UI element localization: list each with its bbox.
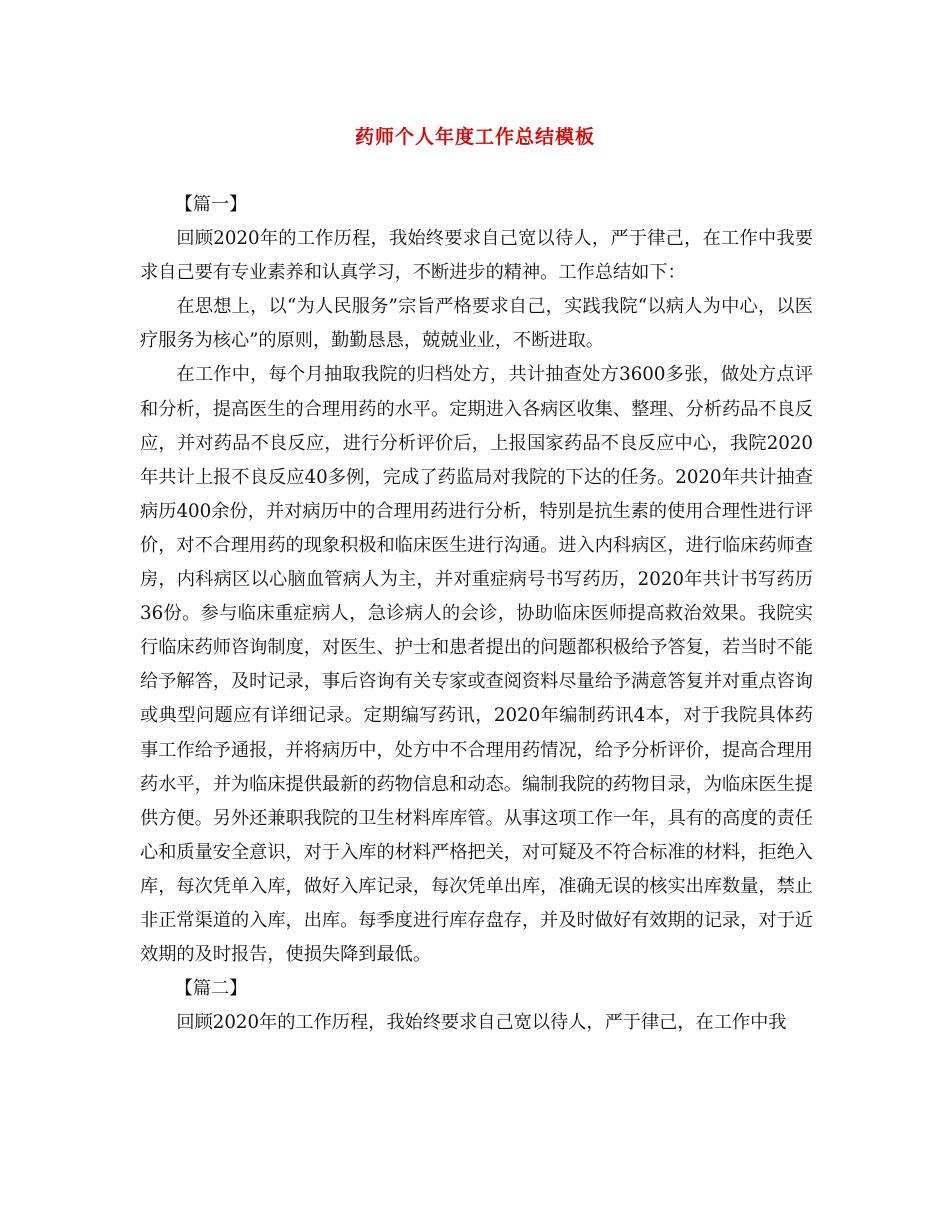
document-body <box>140 188 813 1040</box>
paragraph: 在工作中，每个月抽取我院的归档处方，共计抽查处方3600多张，做处方点评和分析，提高医生的合理用药的水平。定期进入各病区收集、整理、分析药品不良反应，并对药品不良反应，进行分析评价后，上报国家药品不良反应中心，我院2020年共计上报不良反应40多例，完成了药监局对我院的下达的任务。2020年共计抽查病历400余份，并对病历中的合理用药进行分析，特别是抗生素的使用合理性进行评价，对不合理用药的现象积极和临床医生进行沟通。进入内科病区，进行临床药师查房，内科病区以心脑血管病人为主，并对重症病号书写药历，2020年共计书写药历36份。参与临床重症病人，急诊病人的会诊，协助临床医师提高救治效果。我院实行临床药师咨询制度，对医生、护士和患者提出的问题都积极给予答复，若当时不能给予解答，及时记录，事后咨询有关专家或查阅资料尽量给予满意答复并对重点咨询或典型问题应有详细记录。定期编写药讯，2020年编制药讯4本，对于我院具体药事工作给予通报，并将病历中，处方中不合理用药情况，给予分析评价，提高合理用药水平，并为临床提供最新的药物信息和动态。编制我院的药物目录，为临床医生提供方便。另外还兼职我院的卫生材料库库管。从事这项工作一年，具有的高度的责任心和质量安全意识，对于入库的材料严格把关，对可疑及不符合标准的材料，拒绝入库，每次凭单入库，做好入库记录，每次凭单出库，准确无误的核实出库数量，禁止非正常渠道的入库，出库。每季度进行库存盘存，并及时做好有效期的记录，对于近效期的及时报告，使损失降到最低。 <box>140 364 813 966</box>
section-heading: 【篇二】 <box>174 978 248 1000</box>
paragraph: 回顾2020年的工作历程，我始终要求自己宽以待人，严于律己，在工作中我 <box>176 1012 787 1034</box>
paragraph: 在思想上，以“为人民服务”宗旨严格要求自己，实践我院“以病人为中心，以医疗服务为核心”的原则，勤勤恳恳，兢兢业业，不断进取。 <box>140 296 813 352</box>
document-title: 药师个人年度工作总结模板 <box>354 126 595 148</box>
section-heading: 【篇一】 <box>174 194 248 215</box>
paragraph: 回顾2020年的工作历程，我始终要求自己宽以待人，严于律己，在工作中我要求自己要有专业素养和认真学习，不断进步的精神。工作总结如下： <box>140 228 813 284</box>
